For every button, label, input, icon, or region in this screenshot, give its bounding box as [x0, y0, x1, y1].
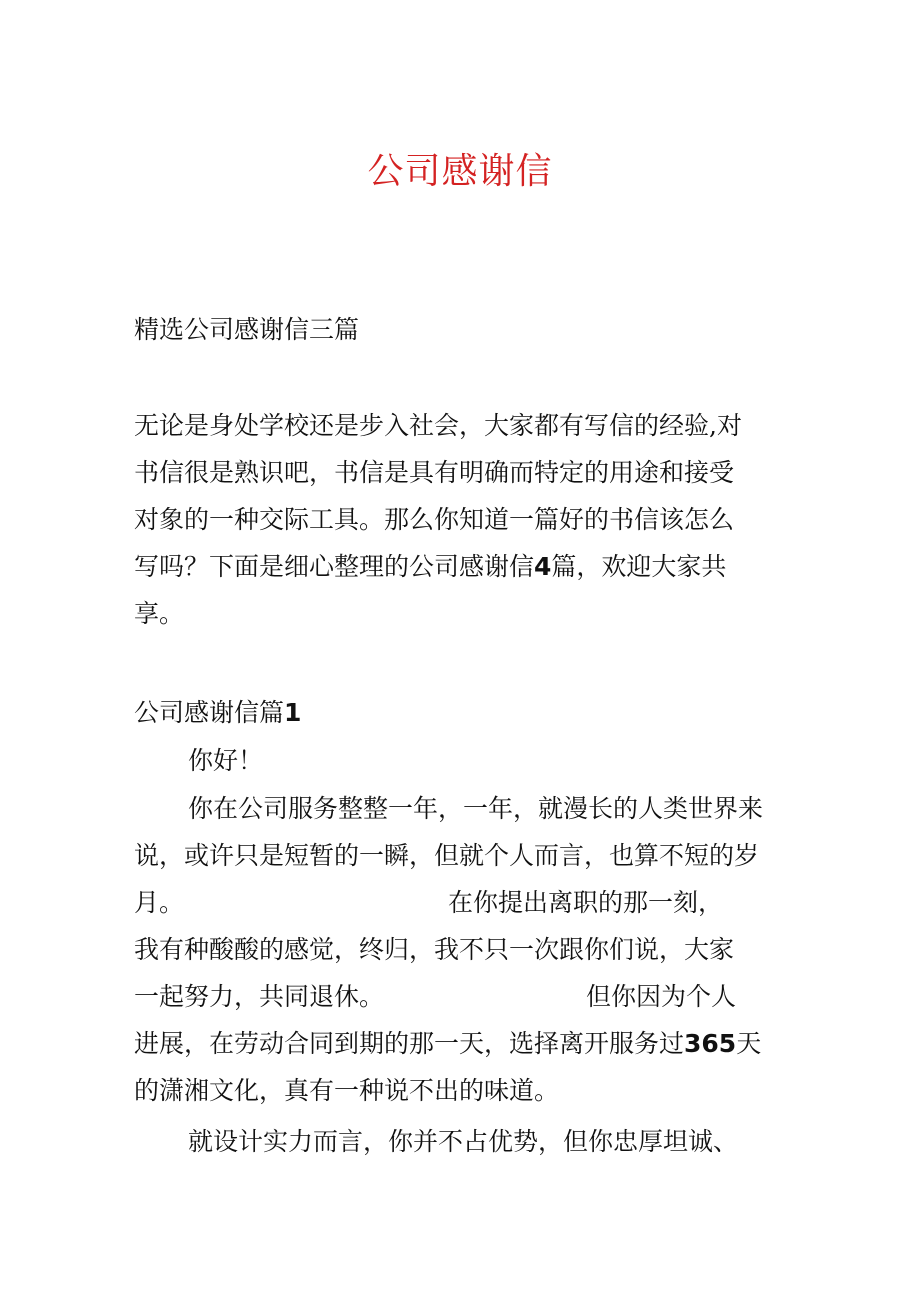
para1-line-6a: 进展，在劳动合同到期的那一天，选择离开服务过	[134, 1029, 685, 1058]
document-subtitle: 精选公司感谢信三篇	[134, 315, 360, 344]
section-heading	[134, 693, 814, 733]
para2-line-1: 就设计实力而言，你并不占优势，但你忠厚坦诚、	[188, 1127, 739, 1156]
para1-line-2: 说，或许只是短暂的一瞬，但就个人而言，也算不短的岁	[134, 841, 760, 870]
intro-line-1: 无论是身处学校还是步入社会，大家都有写信的经验,对	[134, 411, 742, 440]
para1-line-3	[134, 883, 814, 923]
intro-line-4-tail: 篇，欢迎大家共	[551, 552, 727, 581]
para1-line-6b: 天	[736, 1029, 762, 1058]
para1-line-5b: 但你因为个人	[586, 982, 737, 1011]
intro-line-4	[134, 547, 814, 587]
intro-line-2: 书信很是熟识吧，书信是具有明确而特定的用途和接受	[134, 458, 735, 487]
para1-line-3b: 在你提出离职的那一刻，	[448, 888, 724, 917]
para1-line-4: 我有种酸酸的感觉，终归，我不只一次跟你们说，大家	[134, 935, 735, 964]
section-heading-text: 公司感谢信篇	[134, 698, 285, 727]
intro-line-4-number: 4	[534, 552, 552, 581]
intro-line-3: 对象的一种交际工具。那么你知道一篇好的书信该怎么	[134, 505, 735, 534]
section-heading-number: 1	[284, 698, 302, 727]
para1-line-5a: 一起努力，共同退休。	[134, 982, 385, 1011]
document-title: 公司感谢信	[367, 151, 553, 192]
intro-line-4-text: 写吗？下面是细心整理的公司感谢信	[134, 552, 535, 581]
para1-line-7: 的潇湘文化，真有一种说不出的味道。	[134, 1076, 560, 1105]
para1-line-5	[134, 977, 814, 1017]
intro-line-5: 享。	[134, 599, 185, 628]
para1-line-3a: 月。	[134, 888, 185, 917]
para1-line-6	[134, 1024, 814, 1064]
para1-line-6-number: 365	[684, 1029, 737, 1058]
para1-line-1: 你在公司服务整整一年，一年，就漫长的人类世界来	[188, 794, 764, 823]
letter-greeting: 你好！	[188, 746, 264, 775]
